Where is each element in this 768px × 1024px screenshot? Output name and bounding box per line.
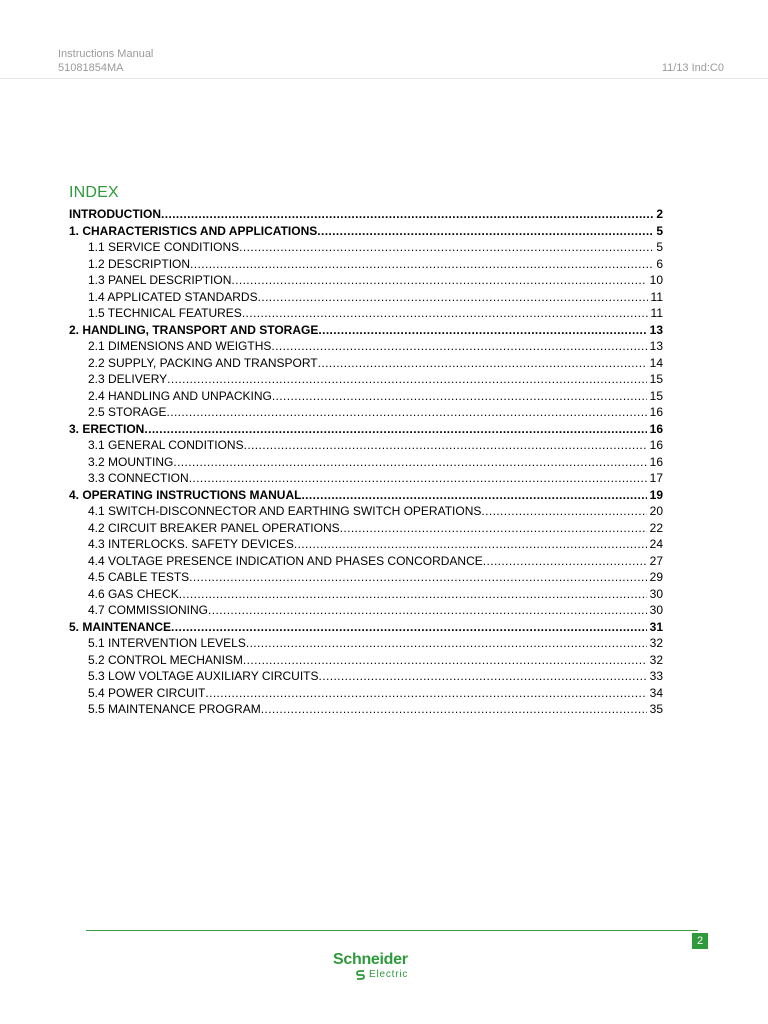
toc-entry-page: 5 — [656, 223, 663, 238]
toc-entry-title: 1.3 PANEL DESCRIPTION — [88, 273, 232, 287]
toc-leader-dots — [231, 272, 646, 289]
toc-entry[interactable] — [69, 503, 663, 520]
toc-entry-page: 34 — [649, 685, 663, 700]
header-revision: 11/13 Ind:C0 — [661, 62, 724, 74]
toc-entry-page: 22 — [649, 520, 663, 535]
toc-entry-title: 3.2 MOUNTING — [88, 454, 174, 469]
toc-leader-dots — [301, 487, 646, 504]
toc-entry-page: 15 — [649, 372, 663, 386]
logo-sub-text: Electric — [369, 969, 409, 980]
toc-entry[interactable] — [69, 536, 663, 553]
header-doc-info — [58, 47, 153, 75]
toc-leader-dots — [318, 355, 647, 372]
toc-entry-title: 2.3 DELIVERY — [88, 372, 168, 386]
toc-leader-dots — [144, 421, 646, 438]
toc-entry-title: 4.6 GAS CHECK — [88, 586, 179, 601]
toc-entry[interactable] — [69, 701, 663, 718]
toc-entry[interactable] — [69, 305, 663, 322]
logo-wordmark: Schneider — [333, 951, 408, 968]
toc-entry-page: 32 — [649, 652, 663, 667]
toc-entry-title: 1.1 SERVICE CONDITIONS — [88, 240, 240, 254]
toc-leader-dots — [272, 388, 647, 405]
toc-entry[interactable] — [69, 322, 663, 339]
page-number-badge: 2 — [692, 933, 708, 949]
toc-entry-title: 3. ERECTION — [69, 421, 145, 436]
toc-entry-title: 4.7 COMMISSIONING — [88, 603, 209, 617]
toc-entry-title: INTRODUCTION — [69, 207, 161, 221]
toc-entry[interactable] — [69, 619, 663, 636]
toc-entry-title: 4.5 CABLE TESTS — [88, 570, 190, 584]
toc-leader-dots — [173, 454, 646, 471]
toc-entry-page: 16 — [649, 405, 663, 419]
toc-entry[interactable] — [69, 586, 663, 603]
toc-entry[interactable] — [69, 371, 663, 388]
toc-entry[interactable] — [69, 272, 663, 289]
toc-leader-dots — [261, 701, 647, 718]
toc-leader-dots — [481, 503, 646, 520]
toc-entry-page: 6 — [656, 256, 663, 271]
toc-entry-page: 20 — [649, 504, 663, 518]
toc-leader-dots — [190, 256, 653, 273]
toc-entry-title: 2.4 HANDLING AND UNPACKING — [88, 388, 272, 403]
toc-entry-title: 5. MAINTENANCE — [69, 619, 172, 634]
toc-leader-dots — [294, 536, 647, 553]
toc-entry[interactable] — [69, 206, 663, 223]
toc-entry-title: 4. OPERATING INSTRUCTIONS MANUAL — [69, 487, 302, 502]
toc-entry-title: 4.4 VOLTAGE PRESENCE INDICATION AND PHASES CONCORDANCE — [88, 553, 483, 568]
toc-leader-dots — [319, 668, 647, 685]
toc-leader-dots — [483, 553, 647, 570]
toc-entry-page: 30 — [649, 586, 663, 601]
toc-entry-page: 17 — [649, 471, 663, 485]
toc-entry[interactable] — [69, 668, 663, 685]
toc-entry-title: 5.4 POWER CIRCUIT — [88, 685, 206, 700]
toc-entry-page: 31 — [649, 619, 663, 634]
toc-leader-dots — [246, 635, 647, 652]
toc-entry-title: 3.3 CONNECTION — [88, 471, 189, 485]
toc-entry-title: 5.2 CONTROL MECHANISM — [88, 652, 243, 667]
toc-entry[interactable] — [69, 569, 663, 586]
toc-entry-title: 1.4 APPLICATED STANDARDS — [88, 289, 258, 304]
table-of-contents — [69, 206, 663, 718]
toc-entry-title: 3.1 GENERAL CONDITIONS — [88, 438, 244, 452]
toc-entry[interactable] — [69, 685, 663, 702]
toc-entry-page: 29 — [649, 570, 663, 584]
toc-leader-dots — [189, 569, 646, 586]
toc-entry-title: 5.5 MAINTENANCE PROGRAM — [88, 702, 261, 716]
toc-entry-page: 30 — [649, 603, 663, 617]
toc-entry[interactable] — [69, 355, 663, 372]
toc-entry-title: 4.3 INTERLOCKS. SAFETY DEVICES — [88, 537, 294, 551]
toc-leader-dots — [166, 404, 646, 421]
toc-entry-page: 16 — [649, 438, 663, 452]
toc-entry[interactable] — [69, 223, 663, 240]
toc-entry-page: 35 — [649, 702, 663, 716]
toc-entry[interactable] — [69, 602, 663, 619]
toc-leader-dots — [244, 437, 647, 454]
toc-leader-dots — [171, 619, 647, 636]
toc-entry[interactable] — [69, 289, 663, 306]
toc-leader-dots — [258, 289, 648, 306]
toc-entry-page: 13 — [649, 322, 663, 337]
toc-entry-page: 27 — [649, 553, 663, 568]
toc-entry[interactable] — [69, 437, 663, 454]
toc-entry[interactable] — [69, 553, 663, 570]
logo-subline — [333, 969, 425, 980]
toc-entry-page: 16 — [649, 454, 663, 469]
toc-entry[interactable] — [69, 404, 663, 421]
toc-entry[interactable] — [69, 454, 663, 471]
toc-entry-title: 1.2 DESCRIPTION — [88, 256, 191, 271]
header-doc-code: 51081854MA — [58, 62, 124, 74]
toc-entry-page: 32 — [649, 636, 663, 650]
toc-entry-page: 15 — [649, 388, 663, 403]
toc-entry[interactable] — [69, 388, 663, 405]
toc-entry-title: 2.1 DIMENSIONS AND WEIGTHS — [88, 339, 272, 353]
toc-entry[interactable] — [69, 239, 663, 256]
toc-entry-title: 1.5 TECHNICAL FEATURES — [88, 306, 242, 320]
toc-entry[interactable] — [69, 470, 663, 487]
header-divider — [0, 78, 768, 79]
toc-entry-title: 2.2 SUPPLY, PACKING AND TRANSPORT — [88, 355, 318, 370]
schneider-electric-logo — [333, 951, 425, 981]
toc-entry[interactable] — [69, 421, 663, 438]
toc-leader-dots — [239, 239, 653, 256]
toc-entry-title: 5.3 LOW VOLTAGE AUXILIARY CIRCUITS — [88, 669, 319, 683]
toc-entry-page: 2 — [656, 207, 663, 221]
toc-entry-page: 33 — [649, 669, 663, 683]
toc-leader-dots — [271, 338, 646, 355]
index-title: INDEX — [69, 184, 119, 201]
toc-entry-title: 1. CHARACTERISTICS AND APPLICATIONS — [69, 223, 318, 238]
toc-entry[interactable] — [69, 520, 663, 537]
toc-entry-page: 14 — [649, 355, 663, 370]
toc-entry-page: 13 — [649, 339, 663, 353]
toc-entry-page: 11 — [650, 306, 663, 320]
footer-divider — [86, 930, 698, 931]
toc-entry[interactable] — [69, 256, 663, 273]
toc-leader-dots — [179, 586, 647, 603]
toc-entry[interactable] — [69, 635, 663, 652]
schneider-logo-icon — [355, 970, 367, 980]
toc-leader-dots — [242, 305, 648, 322]
toc-entry-page: 5 — [656, 240, 663, 254]
toc-entry-page: 19 — [649, 487, 663, 502]
toc-entry-page: 10 — [649, 273, 663, 287]
toc-entry-title: 5.1 INTERVENTION LEVELS — [88, 636, 246, 650]
toc-entry-title: 4.2 CIRCUIT BREAKER PANEL OPERATIONS — [88, 520, 340, 535]
toc-entry[interactable] — [69, 487, 663, 504]
toc-entry-page: 16 — [649, 421, 663, 436]
toc-leader-dots — [161, 206, 653, 223]
toc-leader-dots — [317, 223, 653, 240]
toc-entry[interactable] — [69, 652, 663, 669]
toc-leader-dots — [167, 371, 646, 388]
toc-entry-title: 2. HANDLING, TRANSPORT AND STORAGE — [69, 322, 319, 337]
toc-entry-title: 4.1 SWITCH-DISCONNECTOR AND EARTHING SWITCH OPERATIONS — [88, 504, 482, 518]
toc-leader-dots — [189, 470, 647, 487]
toc-leader-dots — [208, 602, 647, 619]
toc-leader-dots — [318, 322, 646, 339]
toc-entry[interactable] — [69, 338, 663, 355]
toc-leader-dots — [205, 685, 646, 702]
toc-entry-page: 11 — [650, 289, 663, 304]
toc-leader-dots — [243, 652, 647, 669]
toc-entry-page: 24 — [649, 537, 663, 551]
toc-leader-dots — [340, 520, 647, 537]
header-doc-type: Instructions Manual — [58, 48, 154, 60]
toc-entry-title: 2.5 STORAGE — [88, 405, 167, 419]
